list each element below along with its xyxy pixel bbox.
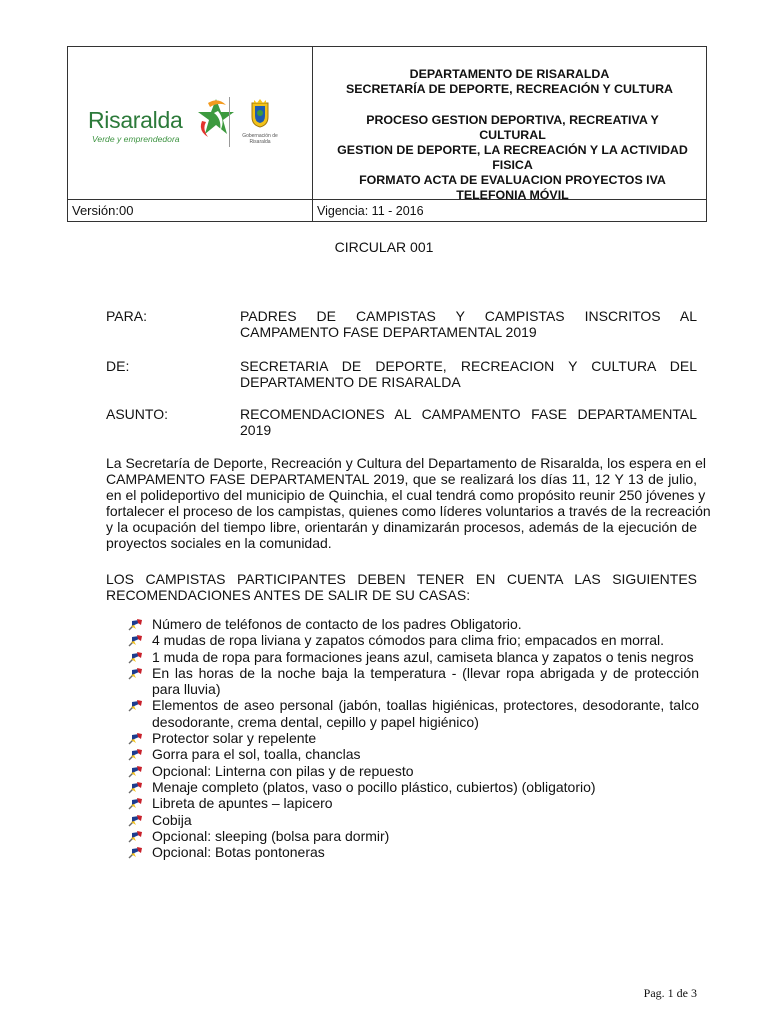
recommendation-text: Protector solar y repelente: [152, 730, 317, 747]
recommendation-text: Opcional: Linterna con pilas y de repuesto: [152, 762, 414, 779]
push-pin-icon: [127, 829, 143, 843]
heading-line: RECOMENDACIONES ANTES DE SALIR DE SU CASAS:: [106, 587, 471, 603]
version-row: [68, 199, 706, 221]
recommendation-item: [127, 649, 699, 665]
push-pin-icon: [127, 666, 143, 680]
logo-tagline: Verde y emprendedora: [92, 134, 180, 144]
asunto-label: ASUNTO:: [106, 406, 168, 422]
logo-cell: [68, 47, 313, 199]
header-title-cell: [313, 47, 706, 202]
logo-divider: [229, 97, 230, 147]
recommendation-text: 4 mudas de ropa liviana y zapatos cómodos para clima frio; empacados en morral.: [152, 632, 665, 649]
process-line: GESTION DE DEPORTE, LA RECREACIÓN Y LA ACTIVIDAD: [337, 143, 688, 157]
gov-label: Gobernación de Risaralda: [242, 133, 278, 145]
recommendation-item: [127, 844, 699, 860]
push-pin-icon: [127, 813, 143, 827]
process-line: PROCESO GESTION DEPORTIVA, RECREATIVA Y: [366, 113, 659, 127]
process-line: FORMATO ACTA DE EVALUACION PROYECTOS IVA: [359, 173, 666, 187]
recommendation-item: [127, 616, 699, 632]
secretariat-title: SECRETARÍA DE DEPORTE, RECREACIÓN Y CULTURA: [345, 82, 673, 96]
intro-line: en el polideportivo del municipio de Quinchia, el cual tendrá como propósito reunir 250 jóvenes y: [106, 487, 706, 503]
document-header-table: [67, 46, 707, 222]
push-pin-icon: [127, 698, 143, 712]
vigencia-label: Vigencia: 11 - 2016: [317, 204, 424, 218]
heading-line: LOS CAMPISTAS PARTICIPANTES DEBEN TENER EN CUENTA LAS SIGUIENTES: [106, 571, 697, 587]
recommendation-item: [127, 779, 699, 795]
version-label: Versión:00: [68, 200, 313, 221]
push-pin-icon: [127, 650, 143, 664]
recommendation-text: Cobija: [152, 811, 192, 828]
recommendation-item: [127, 632, 699, 648]
recommendation-text: Opcional: Botas pontoneras: [152, 844, 325, 861]
recommendation-item: [127, 763, 699, 779]
recommendation-item: [127, 828, 699, 844]
recommendation-item: [127, 812, 699, 828]
intro-line: proyectos sociales en la comunidad.: [106, 535, 332, 551]
process-line: FISICA: [492, 158, 533, 172]
push-pin-icon: [127, 845, 143, 859]
recommendation-text: Menaje completo (platos, vaso o pocillo plástico, cubiertos) (obligatorio): [152, 778, 596, 795]
recommendation-text: Gorra para el sol, toalla, chanclas: [152, 746, 361, 763]
recommendation-item: [127, 665, 699, 698]
recommendation-item: [127, 730, 699, 746]
recommendation-text: Opcional: sleeping (bolsa para dormir): [152, 827, 390, 844]
department-title: DEPARTAMENTO DE RISARALDA: [409, 67, 610, 81]
recommendation-text: Elementos de aseo personal (jabón, toallas higiénicas, protectores, desodorante, talco desodorante, crema dental, cepillo y papel higiénico): [152, 697, 699, 730]
de-label: DE:: [106, 358, 130, 374]
recommendation-item: [127, 795, 699, 811]
page-number: Pag. 1 de 3: [643, 986, 697, 1000]
intro-line: fortalecer el proceso de los campistas, quienes como líderes voluntarios a través de la recreación: [106, 503, 711, 519]
recommendation-text: 1 muda de ropa para formaciones jeans azul, camiseta blanca y zapatos o tenis negros: [152, 648, 694, 665]
logo-name: Risaralda: [88, 107, 183, 133]
push-pin-icon: [127, 796, 143, 810]
push-pin-icon: [127, 764, 143, 778]
recommendation-text: Número de teléfonos de contacto de los padres Obligatorio.: [152, 616, 522, 632]
risaralda-star-logo-icon: [196, 97, 236, 141]
recommendation-text: En las horas de la noche baja la temperatura - (llevar ropa abrigada y de protección para lluvia): [152, 664, 699, 698]
para-value: PADRES DE CAMPISTAS Y CAMPISTAS INSCRITOS AL CAMPAMENTO FASE DEPARTAMENTAL 2019: [240, 308, 697, 340]
intro-paragraph: [106, 455, 711, 551]
push-pin-icon: [127, 731, 143, 745]
process-line: CULTURAL: [479, 128, 546, 142]
intro-line: La Secretaría de Deporte, Recreación y Cultura del Departamento de Risaralda, los espera en el: [106, 455, 706, 471]
push-pin-icon: [127, 780, 143, 794]
recommendation-text: Libreta de apuntes – lapicero: [152, 795, 333, 812]
recommendations-heading: [106, 571, 697, 603]
circular-title: CIRCULAR 001: [334, 239, 434, 255]
push-pin-icon: [127, 617, 143, 631]
recommendation-item: [127, 746, 699, 762]
recommendation-item: [127, 697, 699, 730]
intro-line: y la ocupación del tiempo libre, orientarán y dinamizarán procesos, además de la ejecución de: [106, 519, 697, 535]
process-line: TELEFONIA MÓVIL: [456, 188, 569, 202]
de-value: SECRETARIA DE DEPORTE, RECREACION Y CULTURA DEL DEPARTAMENTO DE RISARALDA: [240, 358, 697, 390]
para-label: PARA:: [106, 308, 147, 324]
push-pin-icon: [127, 747, 143, 761]
intro-line: CAMPAMENTO FASE DEPARTAMENTAL 2019, que se realizará los días 11, 12 Y 13 de julio,: [106, 471, 697, 487]
recommendations-list: [127, 616, 699, 860]
asunto-value: RECOMENDACIONES AL CAMPAMENTO FASE DEPARTAMENTAL 2019: [240, 406, 697, 438]
coat-of-arms-icon: [248, 97, 272, 129]
push-pin-icon: [127, 633, 143, 647]
